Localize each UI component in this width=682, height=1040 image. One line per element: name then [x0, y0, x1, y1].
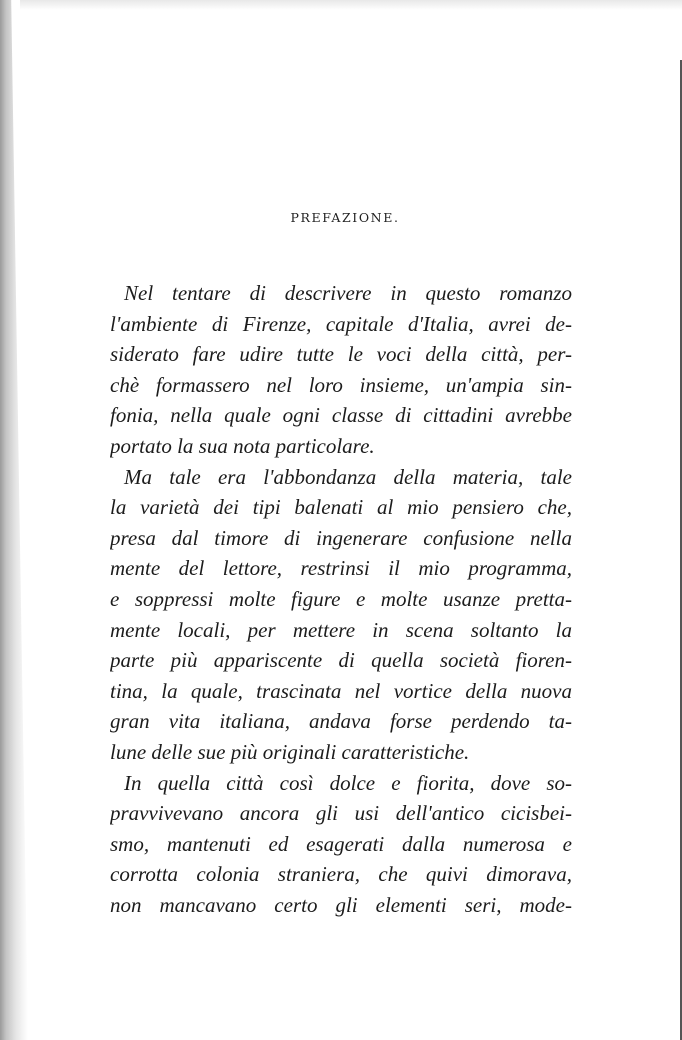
text-line: smo, mantenuti ed esagerati dalla numerosa e [110, 831, 572, 856]
text-line: gran vita italiana, andava forse perdendo ta- [110, 709, 572, 734]
text-line: portato la sua nota particolare. [110, 433, 375, 458]
text-line: lune delle sue più originali caratteristiche. [110, 739, 470, 764]
text-line: tina, la quale, trascinata nel vortice della nuova [110, 678, 572, 703]
text-line: la varietà dei tipi balenati al mio pensiero che, [110, 495, 572, 520]
scan-gutter-shadow [0, 0, 28, 1040]
text-line: presa dal timore di ingenerare confusione nella [110, 525, 572, 550]
text-line: Nel tentare di descrivere in questo romanzo [124, 281, 572, 305]
text-line: parte più appariscente di quella società fioren- [110, 648, 572, 673]
text-line: fonia, nella quale ogni classe di cittadini avrebbe [110, 403, 572, 428]
text-line: siderato fare udire tutte le voci della città, per- [110, 342, 572, 367]
text-line: Ma tale era l'abbondanza della materia, tale [124, 464, 572, 489]
text-line: chè formassero nel loro insieme, un'ampia sin- [110, 372, 572, 397]
text-line: e soppressi molte figure e molte usanze pretta- [110, 586, 572, 611]
page-heading: PREFAZIONE. [290, 210, 400, 225]
text-line: mente locali, per mettere in scena soltanto la [110, 617, 572, 642]
text-line: mente del lettore, restrinsi il mio programma, [110, 556, 572, 581]
text-line: In quella città così dolce e fiorita, dove so- [124, 770, 572, 795]
text-line: l'ambiente di Firenze, capitale d'Italia, avrei de- [110, 311, 572, 336]
text-line: non mancavano certo gli elementi seri, mode- [110, 892, 572, 917]
text-line: corrotta colonia straniera, che quivi dimorava, [110, 862, 572, 887]
body-text [110, 278, 572, 920]
text-line: pravvivevano ancora gli usi dell'antico cicisbei- [110, 801, 572, 826]
scan-top-edge [20, 0, 682, 10]
